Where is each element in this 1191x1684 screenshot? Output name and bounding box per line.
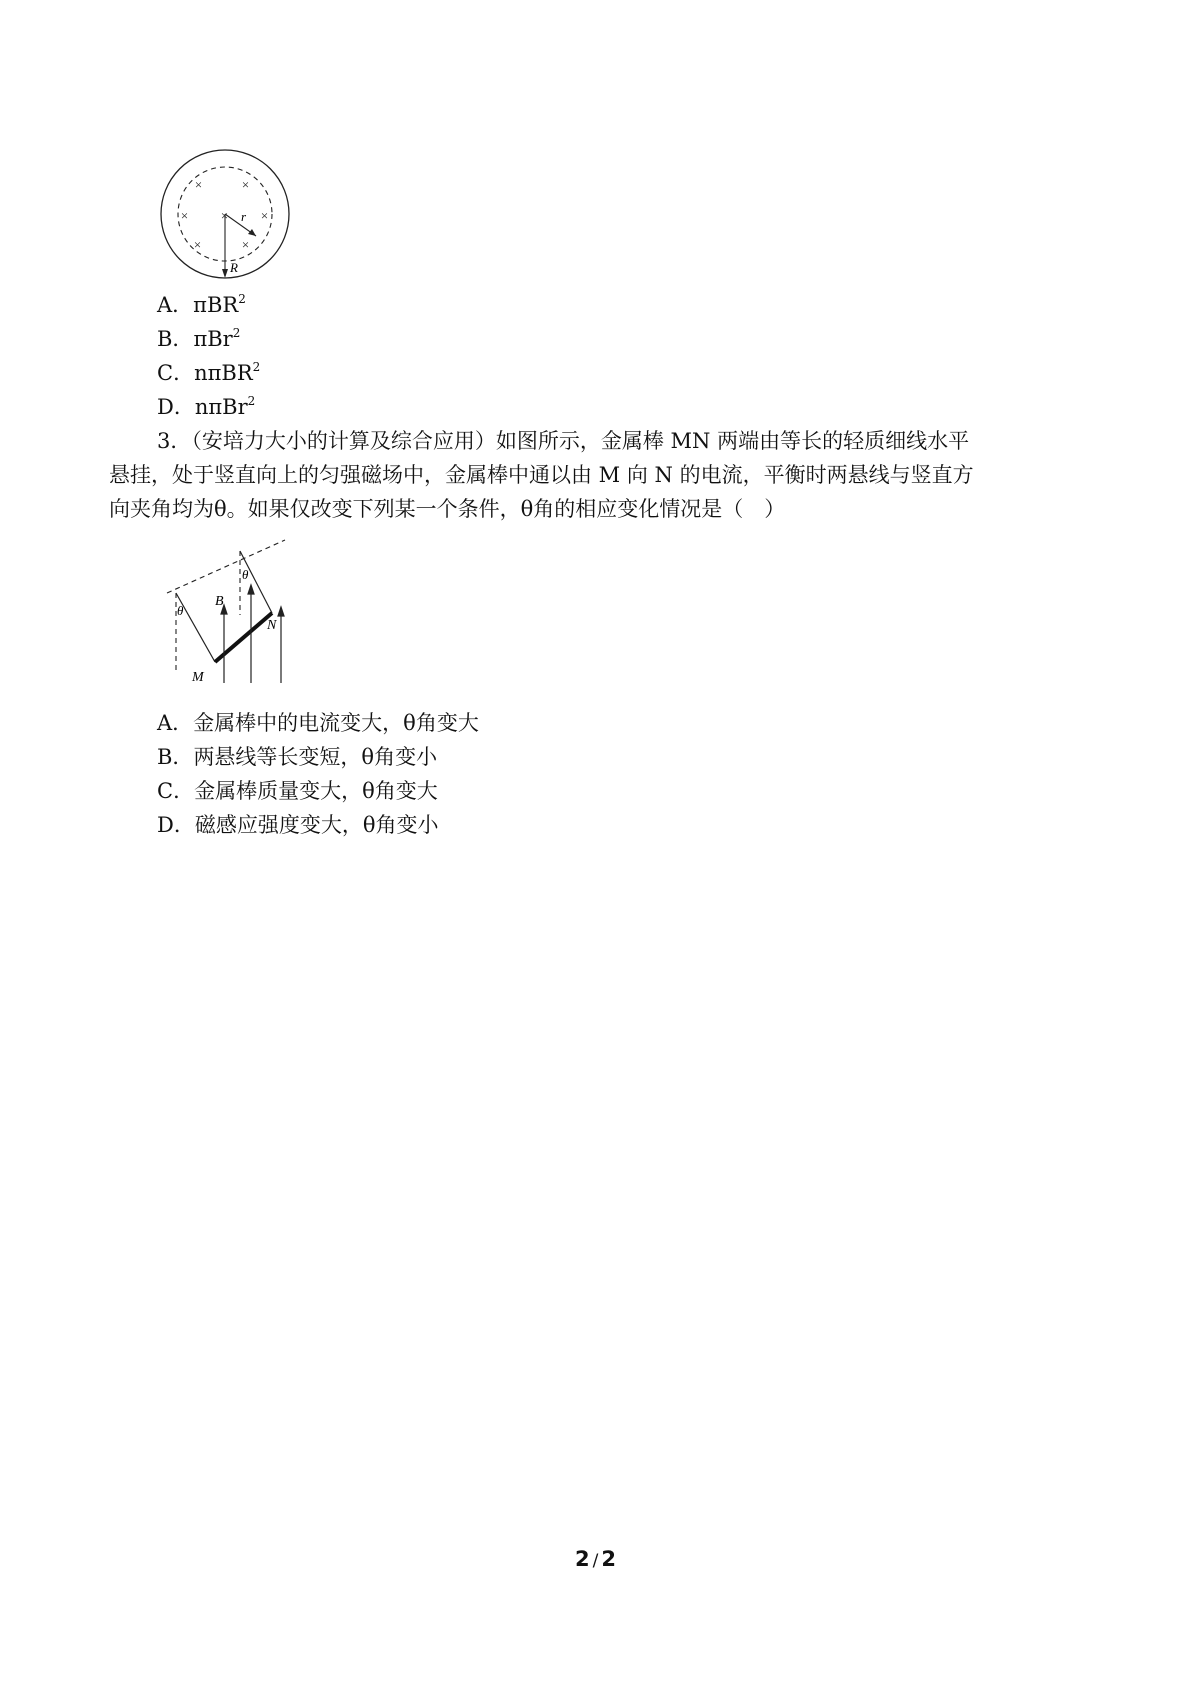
- option-text: πBr: [193, 327, 233, 351]
- label-theta-left: θ: [177, 603, 184, 618]
- cross-mark: ×: [241, 177, 250, 192]
- option-a: [157, 707, 479, 739]
- option-text: nπBR: [194, 361, 253, 385]
- option-letter: D．: [157, 813, 195, 837]
- exponent: 2: [238, 292, 246, 306]
- page-current: 2: [575, 1547, 590, 1571]
- question-3-line-2: 悬挂，处于竖直向上的匀强磁场中，金属棒中通以由 M 向 N 的电流，平衡时两悬线与竖直方: [109, 463, 974, 487]
- option-letter: A．: [157, 293, 194, 317]
- exponent: 2: [232, 326, 241, 340]
- rod-field-figure: [155, 535, 305, 685]
- label-R: R: [230, 260, 238, 275]
- label-B: B: [215, 594, 224, 609]
- question-3-line-3: 向夹角均为θ。如果仅改变下列某一个条件，θ角的相应变化情况是（ ）: [109, 497, 786, 521]
- exponent: 2: [247, 394, 256, 408]
- label-N: N: [267, 618, 277, 633]
- circle-field-figure: [158, 148, 298, 283]
- page-number: [0, 1547, 1191, 1571]
- option-letter: C．: [157, 779, 195, 803]
- label-theta-right: θ: [242, 567, 249, 582]
- cross-mark: ×: [194, 177, 203, 192]
- option-letter: C．: [157, 361, 195, 385]
- option-d: [157, 809, 439, 841]
- label-M: M: [192, 670, 204, 685]
- option-b: [157, 323, 240, 355]
- cross-mark: ×: [193, 237, 202, 252]
- option-text: 磁感应强度变大，θ角变小: [194, 813, 439, 837]
- option-b: [157, 741, 437, 773]
- option-text: 金属棒质量变大，θ角变大: [194, 779, 438, 803]
- option-letter: B．: [157, 745, 194, 769]
- option-letter: A．: [157, 711, 194, 735]
- page-separator: /: [592, 1551, 599, 1571]
- option-text: 两悬线等长变短，θ角变小: [193, 745, 438, 769]
- cross-mark: ×: [241, 237, 250, 252]
- option-text: nπBr: [194, 395, 248, 419]
- option-a: [157, 289, 246, 321]
- option-c: [157, 775, 438, 807]
- option-text: πBR: [193, 293, 239, 317]
- option-text: 金属棒中的电流变大，θ角变大: [193, 711, 479, 735]
- option-letter: B．: [157, 327, 194, 351]
- option-d: [157, 391, 255, 423]
- option-c: [157, 357, 260, 389]
- label-r: r: [241, 209, 247, 224]
- page-total: 2: [601, 1547, 616, 1571]
- question-3-line-1: 3．（安培力大小的计算及综合应用）如图所示，金属棒 MN 两端由等长的轻质细线水平: [157, 429, 970, 453]
- cross-mark: ×: [260, 208, 269, 223]
- option-letter: D．: [157, 395, 195, 419]
- cross-mark: ×: [180, 208, 189, 223]
- cross-mark: ×: [220, 208, 229, 223]
- exponent: 2: [252, 360, 261, 374]
